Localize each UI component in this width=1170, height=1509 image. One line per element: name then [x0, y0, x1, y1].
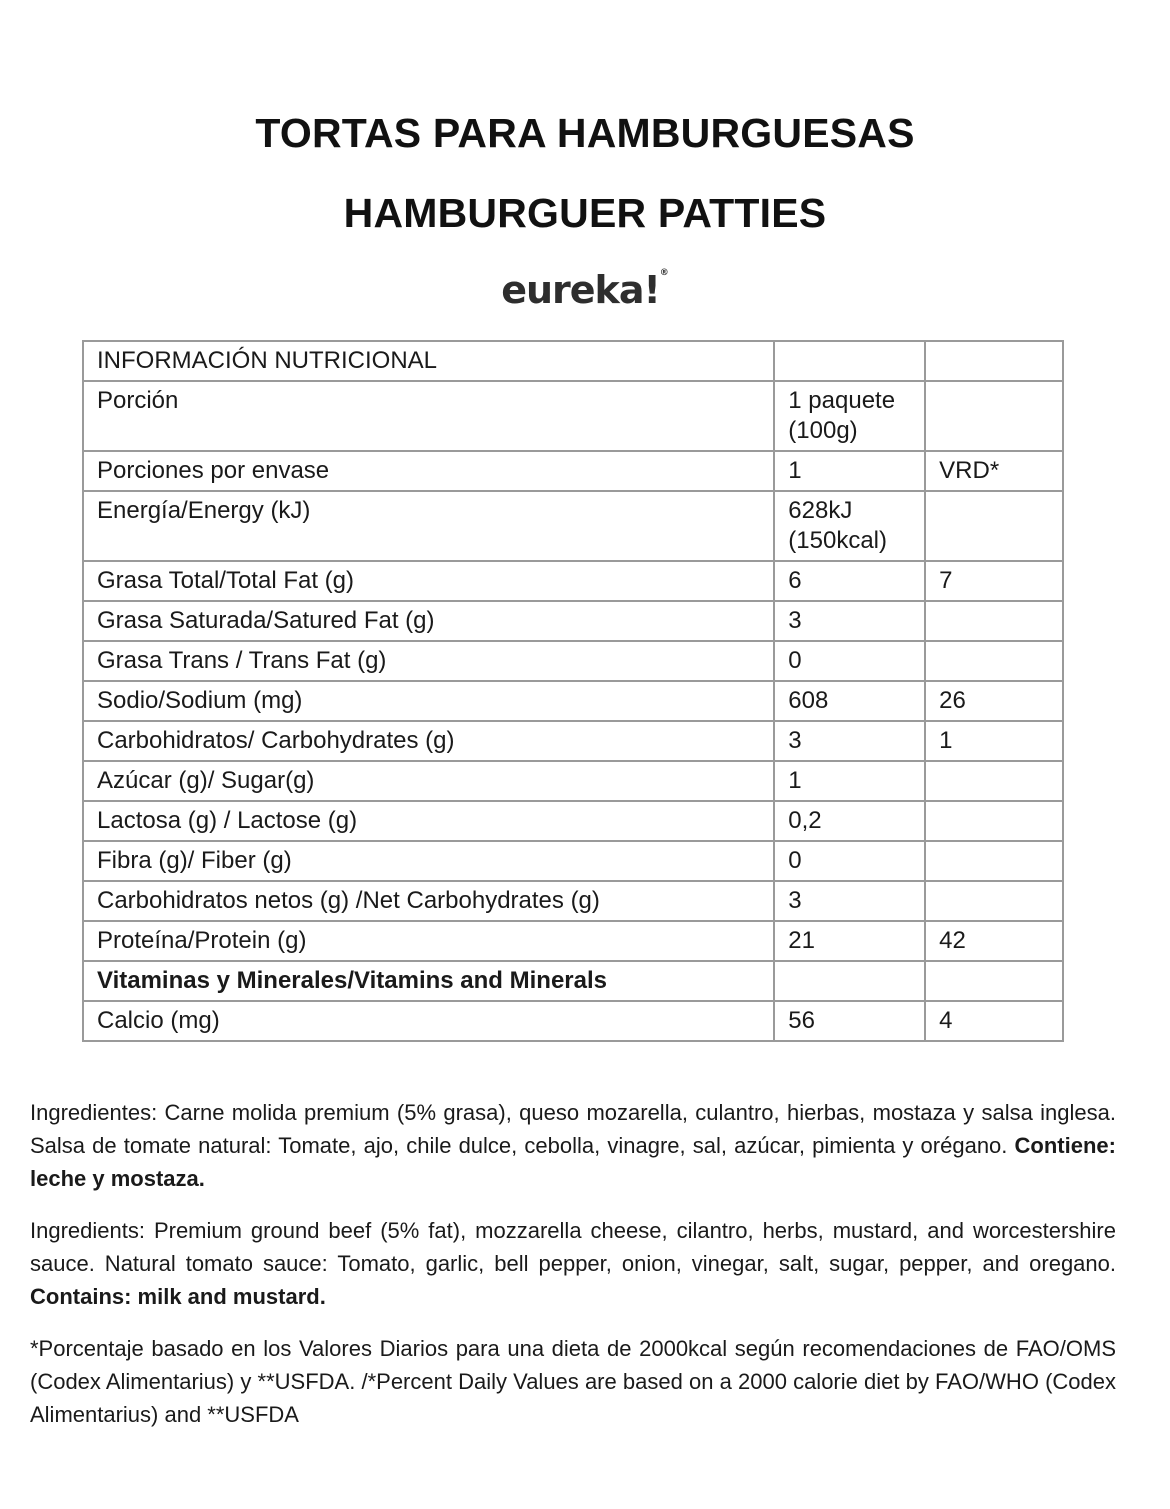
ingredients-spanish-text: Ingredientes: Carne molida premium (5% grasa), queso mozarella, culantro, hierbas, mostaza y salsa inglesa. Salsa de tomate natural: Tomate, ajo, chile dulce, cebolla, vinagre, sal, azúcar, pimienta y orégano. — [30, 1100, 1116, 1158]
row-label: Vitaminas y Minerales/Vitamins and Minerals — [83, 961, 774, 1001]
row-value: 6 — [774, 561, 925, 601]
row-label: Energía/Energy (kJ) — [83, 491, 774, 561]
page-title-english: HAMBURGUER PATTIES — [343, 190, 827, 236]
row-label: Carbohidratos/ Carbohydrates (g) — [83, 721, 774, 761]
table-row — [83, 451, 1063, 491]
page-title-spanish: TORTAS PARA HAMBURGUESAS — [255, 110, 915, 156]
row-value: 3 — [774, 601, 925, 641]
row-value: 21 — [774, 921, 925, 961]
row-vrd: 7 — [925, 561, 1063, 601]
row-vrd — [925, 961, 1063, 1001]
registered-mark: ® — [659, 268, 669, 278]
row-value: 1 — [774, 451, 925, 491]
row-label: Porción — [83, 381, 774, 451]
row-label: Grasa Trans / Trans Fat (g) — [83, 641, 774, 681]
row-value: 1 — [774, 761, 925, 801]
row-label: Azúcar (g)/ Sugar(g) — [83, 761, 774, 801]
allergens-english: Contains: milk and mustard. — [30, 1284, 326, 1309]
row-label: Sodio/Sodium (mg) — [83, 681, 774, 721]
table-row — [83, 761, 1063, 801]
row-value: 3 — [774, 721, 925, 761]
row-label: Grasa Saturada/Satured Fat (g) — [83, 601, 774, 641]
table-row-section — [83, 961, 1063, 1001]
row-label: Lactosa (g) / Lactose (g) — [83, 801, 774, 841]
row-label: Proteína/Protein (g) — [83, 921, 774, 961]
row-label: INFORMACIÓN NUTRICIONAL — [83, 341, 774, 381]
table-row — [83, 491, 1063, 561]
row-vrd — [925, 601, 1063, 641]
row-label: Grasa Total/Total Fat (g) — [83, 561, 774, 601]
row-label: Fibra (g)/ Fiber (g) — [83, 841, 774, 881]
table-row-header — [83, 341, 1063, 381]
row-label: Carbohidratos netos (g) /Net Carbohydrates (g) — [83, 881, 774, 921]
table-row — [83, 921, 1063, 961]
row-value: 608 — [774, 681, 925, 721]
ingredients-spanish — [30, 1096, 1116, 1195]
row-vrd — [925, 761, 1063, 801]
table-row — [83, 801, 1063, 841]
table-row — [83, 381, 1063, 451]
row-vrd — [925, 841, 1063, 881]
ingredients-english — [30, 1214, 1116, 1313]
table-row — [83, 721, 1063, 761]
brand-logo — [0, 268, 1170, 312]
daily-values-footnote: *Porcentaje basado en los Valores Diarios para una dieta de 2000kcal según recomendaciones de FAO/OMS (Codex Alimentarius) y **USFDA. /*Percent Daily Values are based on a 2000 calorie diet by FAO/WHO (Codex Alimentarius) and **USFDA — [30, 1336, 1116, 1427]
row-value: 56 — [774, 1001, 925, 1041]
row-vrd: 1 — [925, 721, 1063, 761]
row-vrd: VRD* — [925, 451, 1063, 491]
brand-logo-text: eureka! — [501, 268, 660, 312]
row-value: 1 paquete (100g) — [774, 381, 925, 451]
row-vrd — [925, 801, 1063, 841]
row-vrd: 42 — [925, 921, 1063, 961]
ingredients-english-text: Ingredients: Premium ground beef (5% fat), mozzarella cheese, cilantro, herbs, mustard, and worcestershire sauce. Natural tomato sauce: Tomato, garlic, bell pepper, onion, vinegar, salt, sugar, pepper, and oregano. — [30, 1218, 1116, 1276]
allergens-spanish: Contiene: leche y mostaza. — [30, 1133, 1116, 1191]
row-vrd: 26 — [925, 681, 1063, 721]
table-row — [83, 601, 1063, 641]
row-vrd — [925, 341, 1063, 381]
row-vrd — [925, 881, 1063, 921]
row-label: Calcio (mg) — [83, 1001, 774, 1041]
row-vrd — [925, 491, 1063, 561]
table-row — [83, 1001, 1063, 1041]
row-vrd — [925, 381, 1063, 451]
row-value — [774, 341, 925, 381]
table-row — [83, 881, 1063, 921]
row-value — [774, 961, 925, 1001]
row-label: Porciones por envase — [83, 451, 774, 491]
table-row — [83, 681, 1063, 721]
nutrition-facts-table — [82, 340, 1064, 1042]
row-vrd — [925, 641, 1063, 681]
table-row — [83, 561, 1063, 601]
row-value: 0,2 — [774, 801, 925, 841]
row-value: 0 — [774, 641, 925, 681]
table-row — [83, 841, 1063, 881]
row-value: 628kJ (150kcal) — [774, 491, 925, 561]
row-vrd: 4 — [925, 1001, 1063, 1041]
row-value: 0 — [774, 841, 925, 881]
row-value: 3 — [774, 881, 925, 921]
table-row — [83, 641, 1063, 681]
